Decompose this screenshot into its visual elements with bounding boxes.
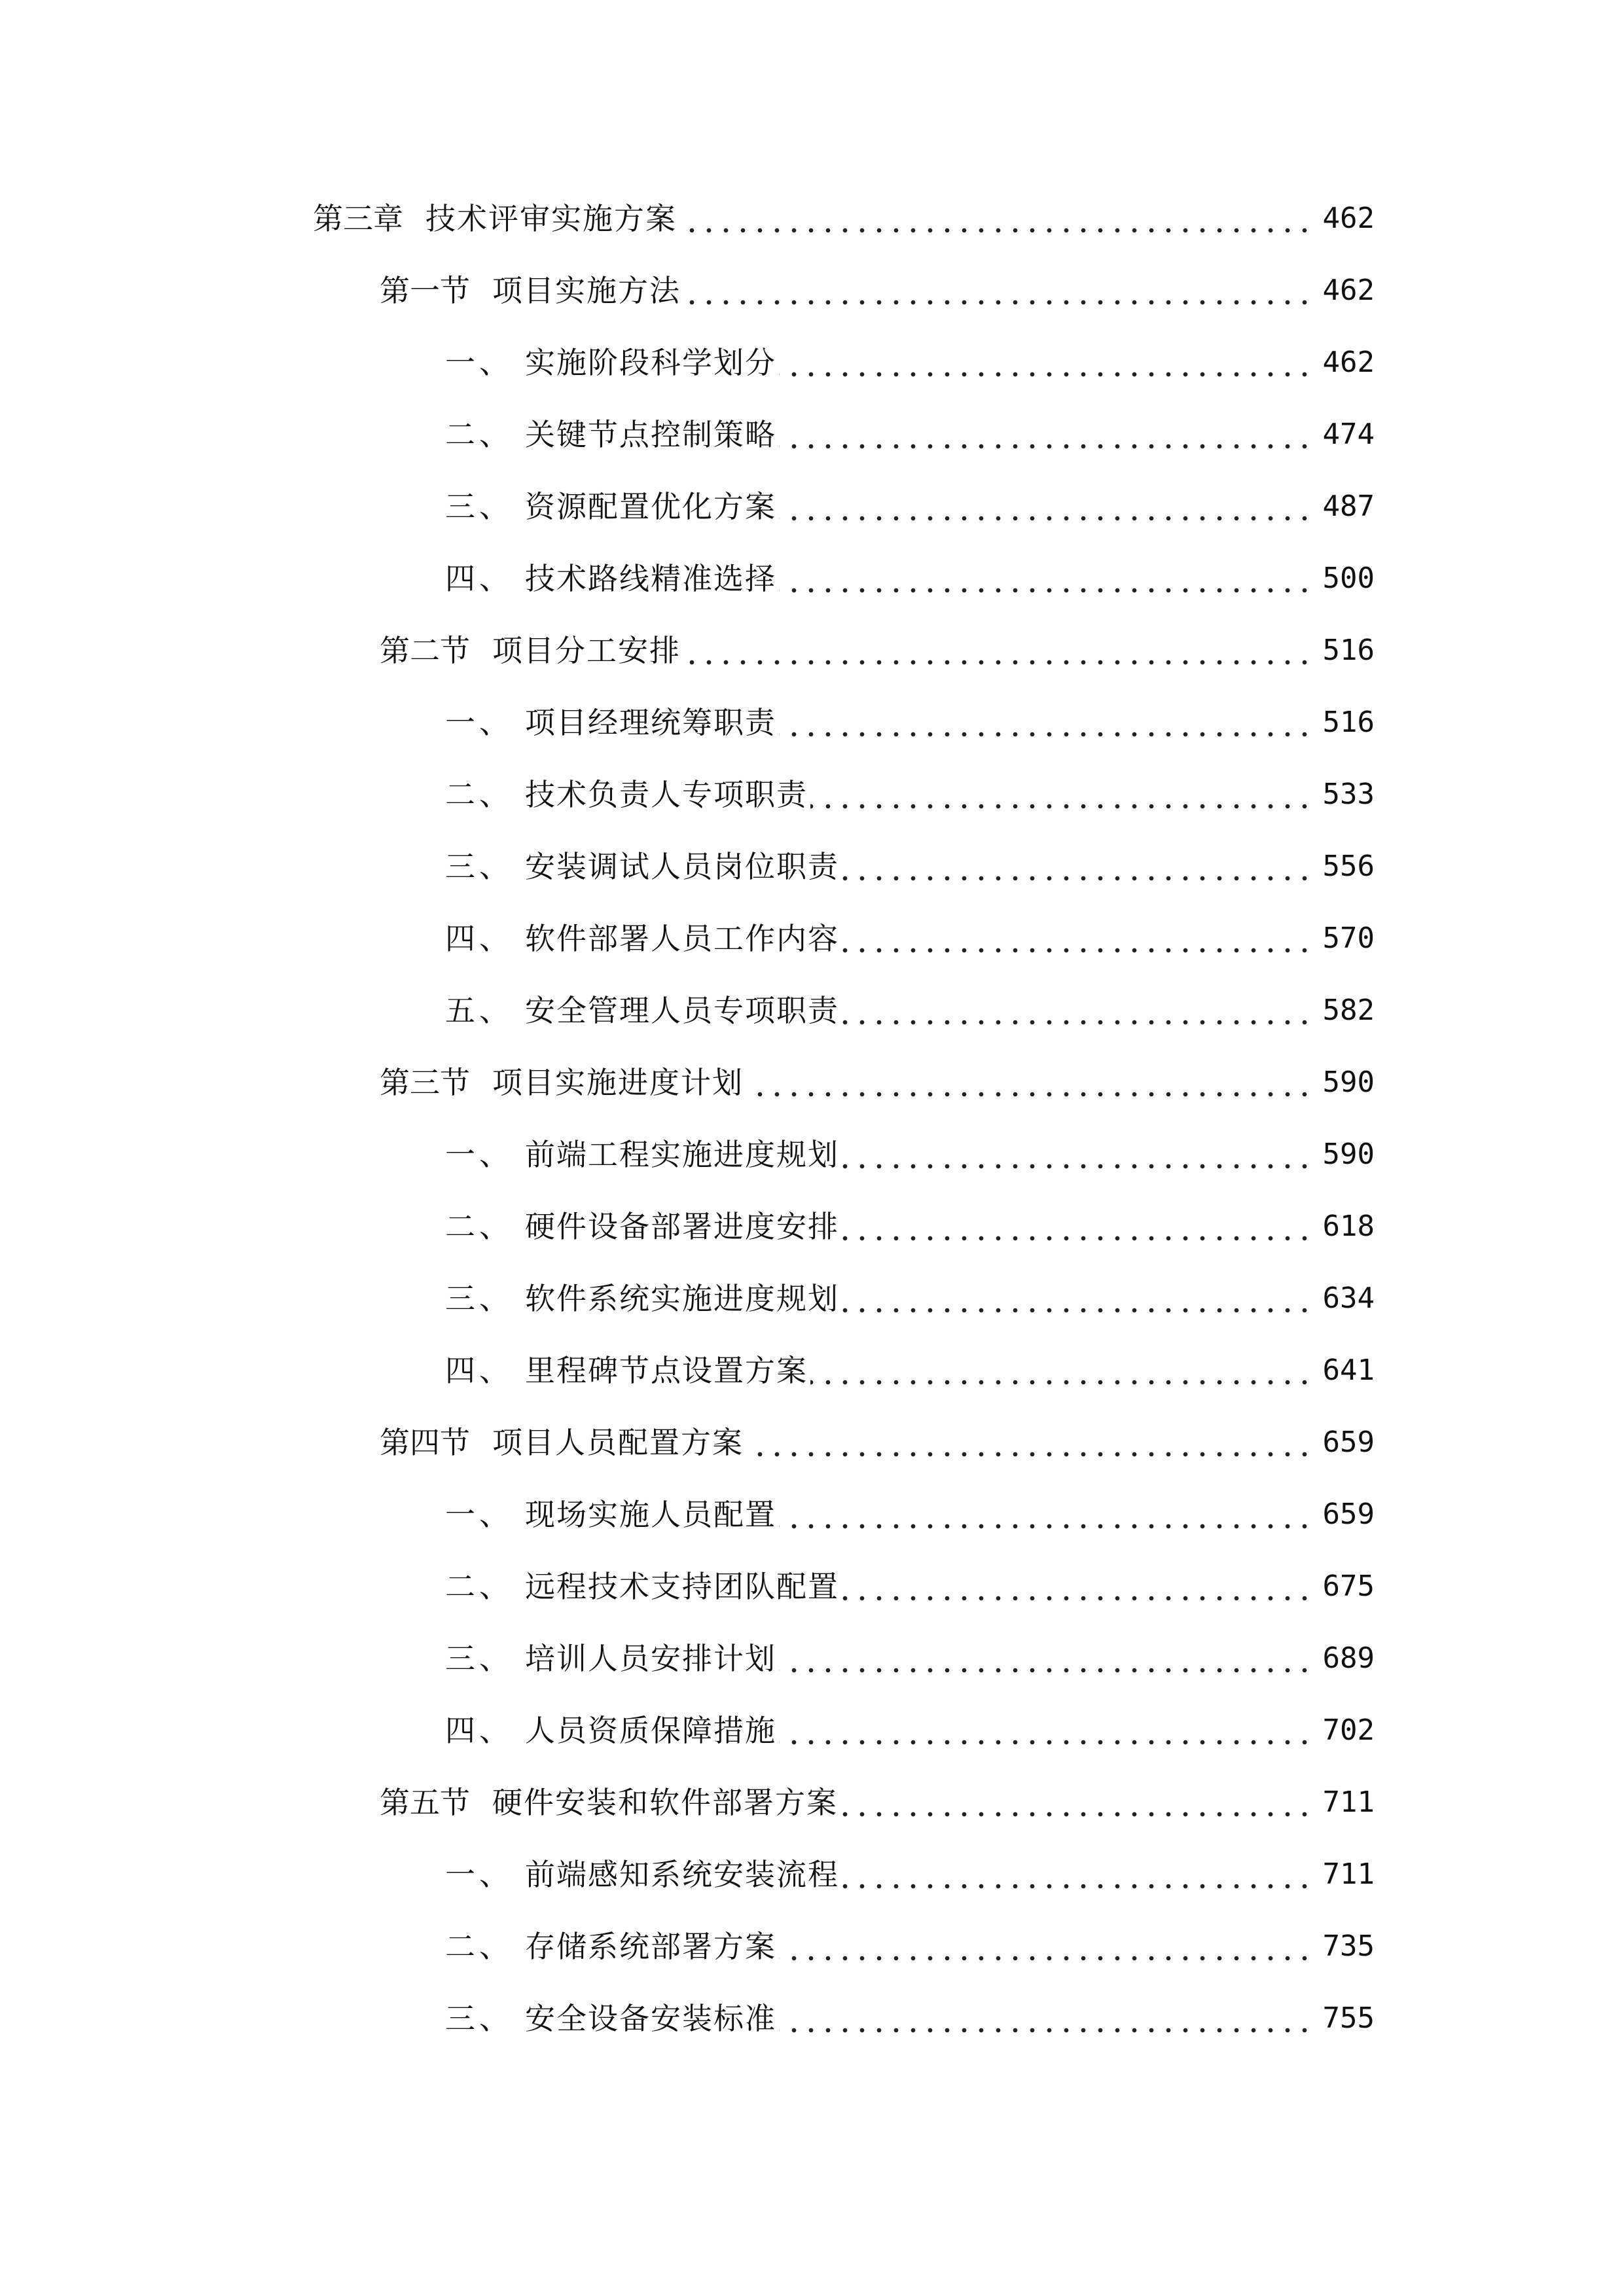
entry-title: 前端感知系统安装流程	[525, 1857, 839, 1892]
entry-title: 远程技术支持团队配置	[525, 1569, 839, 1604]
dot-leader	[842, 1272, 1313, 1325]
dot-leader	[746, 1056, 1313, 1109]
entry-title: 软件系统实施进度规划	[525, 1281, 839, 1316]
entry-prefix: 第五节	[380, 1785, 470, 1820]
entry-prefix: 二、	[445, 417, 513, 452]
entry-page-number: 462	[1322, 346, 1375, 379]
entry-page-number: 462	[1322, 274, 1375, 307]
entry-page-number: 462	[1322, 202, 1375, 235]
entry-page-number: 556	[1322, 850, 1375, 883]
entry-prefix: 四、	[445, 1713, 513, 1748]
entry-page-number: 533	[1322, 778, 1375, 811]
entry-title: 资源配置优化方案	[525, 489, 776, 524]
entry-title: 安全管理人员专项职责	[525, 993, 839, 1028]
entry-prefix: 三、	[445, 849, 513, 884]
dot-leader	[842, 1128, 1313, 1181]
entry-prefix: 五、	[445, 993, 513, 1028]
toc-entry-subsection[interactable]	[445, 480, 1375, 533]
entry-title: 项目经理统筹职责	[525, 705, 776, 740]
entry-prefix: 一、	[445, 345, 513, 380]
toc-entry-subsection[interactable]	[445, 696, 1375, 749]
toc-entry-section[interactable]	[380, 624, 1375, 677]
toc-entry-subsection[interactable]	[445, 840, 1375, 893]
dot-leader	[779, 552, 1313, 605]
entry-prefix: 四、	[445, 561, 513, 596]
entry-title: 项目人员配置方案	[492, 1425, 744, 1460]
entry-prefix: 三、	[445, 1281, 513, 1316]
dot-leader	[746, 1416, 1313, 1469]
dot-leader	[779, 336, 1313, 389]
entry-prefix: 第一节	[380, 273, 470, 308]
entry-title: 存储系统部署方案	[525, 1929, 776, 1964]
entry-title: 安全设备安装标准	[525, 2001, 776, 2036]
entry-title: 实施阶段科学划分	[525, 345, 776, 380]
entry-page-number: 516	[1322, 706, 1375, 739]
dot-leader	[779, 696, 1313, 749]
entry-title: 前端工程实施进度规划	[525, 1137, 839, 1172]
entry-page-number: 735	[1322, 1929, 1375, 1963]
toc-entry-section[interactable]	[380, 264, 1375, 317]
entry-page-number: 711	[1322, 1857, 1375, 1891]
toc-entry-subsection[interactable]	[445, 1488, 1375, 1541]
entry-prefix: 三、	[445, 2001, 513, 2036]
entry-prefix: 二、	[445, 1569, 513, 1604]
toc-entry-subsection[interactable]	[445, 1344, 1375, 1397]
entry-page-number: 474	[1322, 418, 1375, 451]
entry-title: 现场实施人员配置	[525, 1497, 776, 1532]
dot-leader	[842, 1200, 1313, 1253]
entry-title: 安装调试人员岗位职责	[525, 849, 839, 884]
toc-entry-subsection[interactable]	[445, 408, 1375, 461]
toc-entry-section[interactable]	[380, 1056, 1375, 1109]
entry-prefix: 四、	[445, 1353, 513, 1388]
entry-page-number: 582	[1322, 994, 1375, 1027]
dot-leader	[779, 1920, 1313, 1973]
dot-leader	[842, 1560, 1313, 1613]
entry-title: 技术路线精准选择	[525, 561, 776, 596]
entry-title: 里程碑节点设置方案	[525, 1353, 808, 1388]
entry-prefix: 三、	[445, 489, 513, 524]
entry-prefix: 第四节	[380, 1425, 470, 1460]
dot-leader	[810, 768, 1313, 821]
entry-prefix: 一、	[445, 1497, 513, 1532]
toc-entry-chapter[interactable]	[313, 192, 1375, 245]
entry-prefix: 四、	[445, 921, 513, 956]
toc-entry-subsection[interactable]	[445, 912, 1375, 965]
entry-page-number: 711	[1322, 1785, 1375, 1819]
entry-prefix: 二、	[445, 1929, 513, 1964]
dot-leader	[779, 1632, 1313, 1685]
entry-page-number: 755	[1322, 2001, 1375, 2035]
entry-page-number: 702	[1322, 1713, 1375, 1747]
entry-page-number: 487	[1322, 490, 1375, 523]
entry-prefix: 第二节	[380, 633, 470, 668]
dot-leader	[842, 840, 1313, 893]
toc-entry-subsection[interactable]	[445, 1272, 1375, 1325]
dot-leader	[779, 1704, 1313, 1757]
entry-prefix: 一、	[445, 1857, 513, 1892]
toc-entry-section[interactable]	[380, 1776, 1375, 1829]
dot-leader	[779, 1992, 1313, 2045]
toc-entry-subsection[interactable]	[445, 1920, 1375, 1973]
entry-prefix: 一、	[445, 1137, 513, 1172]
entry-title: 技术评审实施方案	[425, 201, 677, 236]
entry-title: 项目分工安排	[492, 633, 681, 668]
entry-page-number: 689	[1322, 1641, 1375, 1675]
entry-title: 硬件设备部署进度安排	[525, 1209, 839, 1244]
dot-leader	[840, 1776, 1313, 1829]
dot-leader	[779, 1488, 1313, 1541]
toc-entry-subsection[interactable]	[445, 1992, 1375, 2045]
entry-title: 关键节点控制策略	[525, 417, 776, 452]
entry-prefix: 二、	[445, 777, 513, 812]
dot-leader	[683, 624, 1313, 677]
toc-entry-subsection[interactable]	[445, 984, 1375, 1037]
entry-title: 培训人员安排计划	[525, 1641, 776, 1676]
entry-page-number: 675	[1322, 1570, 1375, 1603]
toc-entry-subsection[interactable]	[445, 1848, 1375, 1901]
entry-title: 项目实施方法	[492, 273, 681, 308]
entry-title: 技术负责人专项职责	[525, 777, 808, 812]
entry-title: 软件部署人员工作内容	[525, 921, 839, 956]
entry-page-number: 500	[1322, 562, 1375, 595]
entry-prefix: 第三节	[380, 1065, 470, 1100]
entry-title: 人员资质保障措施	[525, 1713, 776, 1748]
dot-leader	[779, 408, 1313, 461]
toc-entry-subsection[interactable]	[445, 1200, 1375, 1253]
entry-page-number: 618	[1322, 1210, 1375, 1243]
entry-page-number: 659	[1322, 1426, 1375, 1459]
toc-entry-subsection[interactable]	[445, 1704, 1375, 1757]
dot-leader	[679, 192, 1313, 245]
entry-title: 硬件安装和软件部署方案	[492, 1785, 838, 1820]
entry-page-number: 659	[1322, 1498, 1375, 1531]
entry-page-number: 590	[1322, 1138, 1375, 1171]
entry-prefix: 二、	[445, 1209, 513, 1244]
dot-leader	[810, 1344, 1313, 1397]
dot-leader	[779, 480, 1313, 533]
entry-prefix: 第三章	[313, 201, 403, 236]
entry-page-number: 516	[1322, 634, 1375, 667]
entry-prefix: 一、	[445, 705, 513, 740]
entry-prefix: 三、	[445, 1641, 513, 1676]
entry-title: 项目实施进度计划	[492, 1065, 744, 1100]
dot-leader	[842, 912, 1313, 965]
toc-entry-subsection[interactable]	[445, 768, 1375, 821]
entry-page-number: 570	[1322, 922, 1375, 955]
entry-page-number: 641	[1322, 1354, 1375, 1387]
toc-entry-subsection[interactable]	[445, 336, 1375, 389]
entry-page-number: 590	[1322, 1066, 1375, 1099]
toc-entry-subsection[interactable]	[445, 1632, 1375, 1685]
dot-leader	[683, 264, 1313, 317]
dot-leader	[842, 1848, 1313, 1901]
toc-entry-subsection[interactable]	[445, 1128, 1375, 1181]
entry-page-number: 634	[1322, 1282, 1375, 1315]
toc-entry-subsection[interactable]	[445, 552, 1375, 605]
toc-entry-subsection[interactable]	[445, 1560, 1375, 1613]
dot-leader	[842, 984, 1313, 1037]
toc-entry-section[interactable]	[380, 1416, 1375, 1469]
